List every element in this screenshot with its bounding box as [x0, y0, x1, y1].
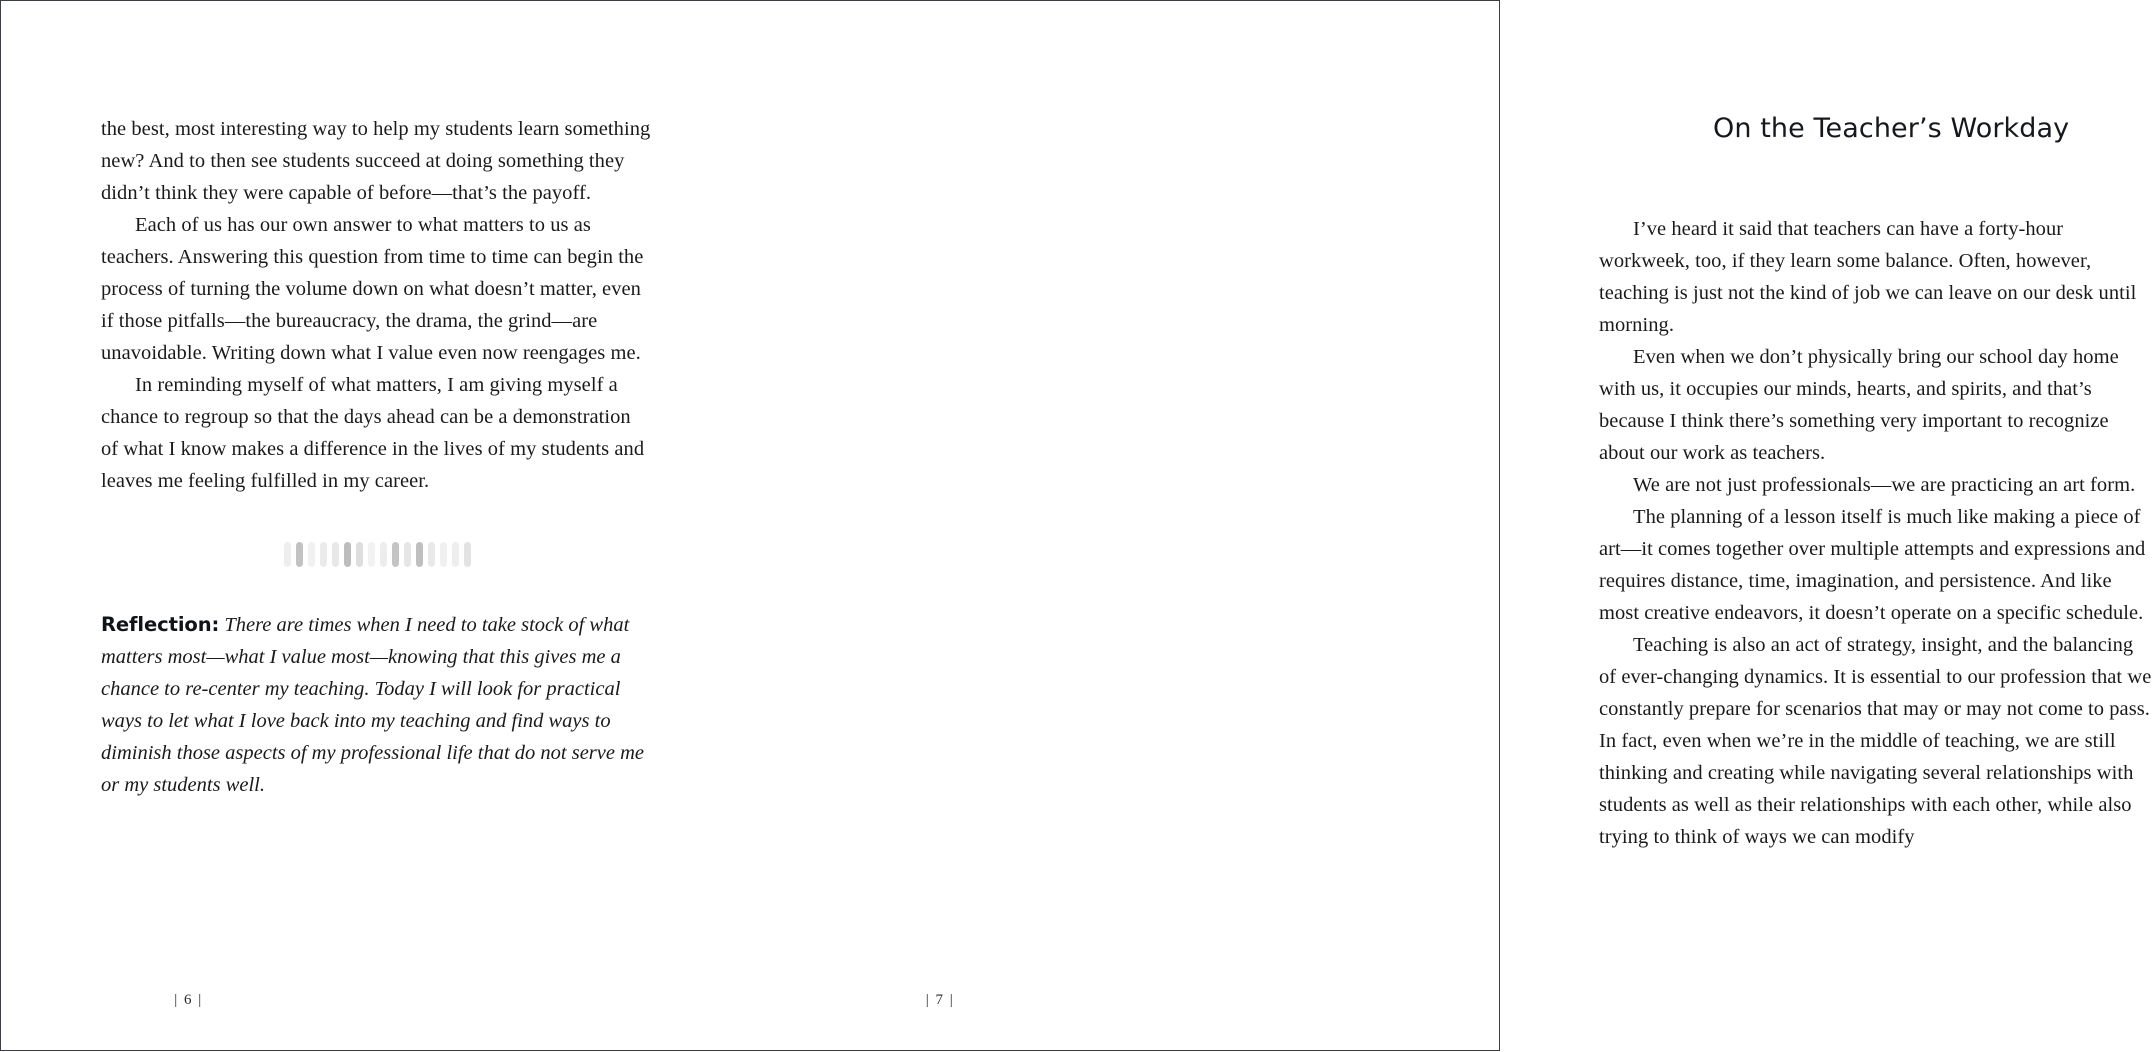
ornament-bar	[344, 542, 351, 567]
reflection-label: Reflection:	[101, 613, 220, 636]
reflection-block	[101, 609, 653, 801]
left-page	[1, 1, 751, 1052]
paragraph: Each of us has our own answer to what matters to us as teachers. Answering this question from time to time can begin the process of turning the volume down on what doesn’t matter, even if those pitfalls—the bureaucracy, the drama, the grind—are unavoidable. Writing down what I value even now reengages me.	[101, 214, 644, 364]
bar-ornament-divider	[284, 541, 471, 567]
ornament-bar	[368, 542, 375, 567]
ornament-bar	[440, 542, 447, 567]
paragraph: Teaching is also an act of strategy, insight, and the balancing of ever-changing dynamics. It is essential to our profession that we constantly prepare for scenarios that may or may not come to pass. In fact, even when we’re in the middle of teaching, we are still thinking and creating while navigating several relationships with students as well as their relationships with each other, while also trying to think of ways we can modify	[1599, 634, 2152, 849]
ornament-bar	[404, 542, 411, 567]
right-page-textblock	[1599, 113, 2155, 853]
ornament-bar	[356, 542, 363, 567]
ornament-bar	[428, 542, 435, 567]
paragraph: the best, most interesting way to help my students learn something new? And to then see students succeed at doing something they didn’t think they were capable of before—that’s the payoff.	[101, 118, 651, 204]
page-number-left: | 6 |	[174, 992, 203, 1008]
page-title: On the Teacher’s Workday	[1713, 113, 2070, 144]
ornament-bar	[284, 542, 291, 567]
paragraph: In reminding myself of what matters, I am giving myself a chance to regroup so that the days ahead can be a demonstration of what I know makes a difference in the lives of my students and leaves me feeling fulfilled in my career.	[101, 374, 645, 492]
ornament-bar	[320, 542, 327, 567]
ornament-bar	[380, 542, 387, 567]
page-number-right: | 7 |	[925, 992, 955, 1008]
ornament-bar	[452, 542, 459, 567]
title-spacer	[1599, 145, 2155, 213]
ornament-bar	[392, 542, 399, 567]
ornament-bar	[464, 542, 471, 567]
reflection-text: There are times when I need to take stock of what matters most—what I value most—knowing that this gives me a chance to re-center my teaching. Today I will look for practical ways to let what I love back into my teaching and find ways to diminish those aspects of my professional life that do not serve me or my students well.	[101, 614, 644, 796]
ornament-bar	[332, 542, 339, 567]
ornament-bar	[296, 542, 303, 567]
paragraph: Even when we don’t physically bring our school day home with us, it occupies our minds, hearts, and spirits, and that’s because I think there’s something very important to recognize about our work as teachers.	[1599, 346, 2119, 465]
section-divider	[101, 537, 653, 571]
left-page-textblock	[101, 113, 653, 822]
ornament-bar	[416, 542, 423, 567]
right-page	[751, 1, 2152, 1052]
paragraph: I’ve heard it said that teachers can have a forty-hour workweek, too, if they learn some balance. Often, however, teaching is just not the kind of job we can leave on our desk until morning.	[1599, 218, 2137, 337]
ornament-bar	[308, 542, 315, 567]
paragraph: We are not just professionals—we are practicing an art form.	[1633, 474, 2136, 497]
paragraph: The planning of a lesson itself is much like making a piece of art—it comes together over multiple attempts and expressions and requires distance, time, imagination, and persistence. And like most creative endeavors, it doesn’t operate on a specific schedule.	[1599, 506, 2146, 625]
